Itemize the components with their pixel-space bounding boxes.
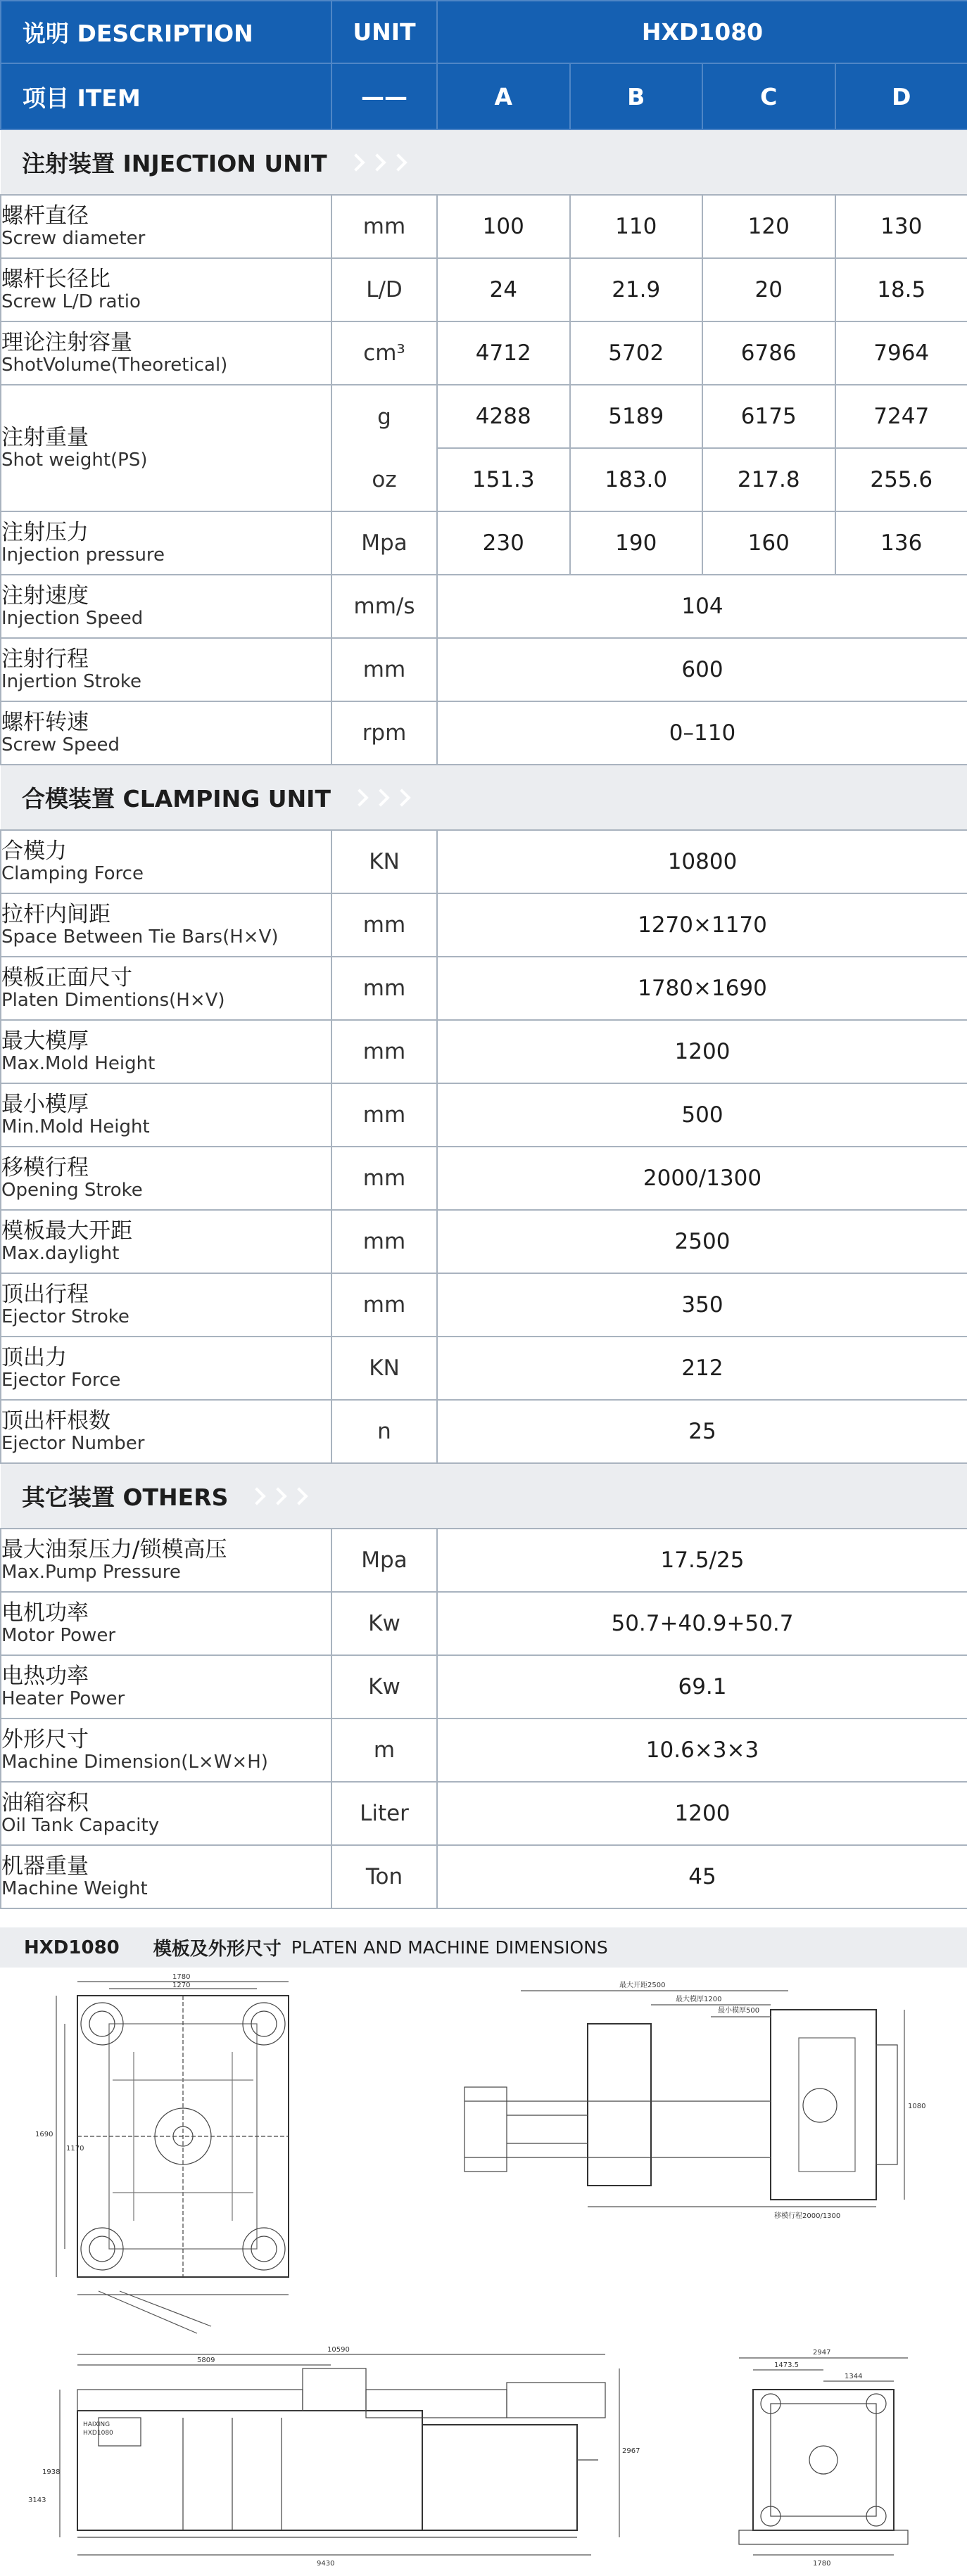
row-unit: mm [331,1273,437,1337]
value-all: 69.1 [437,1655,967,1719]
row-en: Ejector Stroke [1,1306,129,1327]
row-cn: 最小模厚 [1,1092,89,1117]
row-cn: 合模力 [1,839,67,864]
chevrons-icon [353,791,408,804]
platen-dim-label: 1690 [35,2131,53,2138]
row-cn: 机器重量 [1,1854,89,1879]
table-row [1,1273,967,1337]
table-row [1,1020,967,1083]
value-b: 21.9 [570,258,703,321]
row-cn: 最大油泵压力/锁模高压 [1,1537,227,1562]
machine-dim-label: 10590 [327,2346,350,2354]
row-en: Clamping Force [1,863,144,884]
header-item: 项目 ITEM [1,63,331,129]
row-cn: 顶出杆根数 [1,1408,110,1434]
value-c: 160 [702,511,835,575]
row-cn: 模板正面尺寸 [1,965,132,990]
machine-model-label: HXD1080 [83,2430,113,2437]
section-title: 注射装置 INJECTION UNIT [22,150,327,177]
table-row [1,1655,967,1719]
value-all: 1780×1690 [437,957,967,1020]
table-row [1,258,967,321]
machine-dim-label: 3143 [28,2497,46,2504]
table-row [1,957,967,1020]
row-en: Motor Power [1,1625,116,1646]
table-row [1,1210,967,1273]
header-description: 说明 DESCRIPTION [1,1,331,63]
value-all: 2500 [437,1210,967,1273]
row-unit: KN [331,1337,437,1400]
front-dim-label: 2947 [813,2349,831,2357]
table-row [1,1719,967,1782]
machine-front-view [739,2349,908,2568]
value-all: 350 [437,1273,967,1337]
row-unit: mm [331,893,437,957]
platen-dim-label: 1270 [172,1982,191,1989]
value-all: 0–110 [437,701,967,765]
row-cn: 移模行程 [1,1155,89,1180]
side-dim-label: 移模行程2000/1300 [774,2212,841,2220]
row-en: Screw L/D ratio [1,291,141,312]
machine-dim-label: 9430 [317,2560,335,2568]
row-cn: 顶出力 [1,1345,67,1370]
value-c: 6175 [702,385,835,448]
drawings-svg [0,1968,967,2572]
row-cn: 注射压力 [1,520,89,545]
row-en: Max.Pump Pressure [1,1562,181,1583]
table-header-row-2 [1,63,967,129]
row-unit: mm [331,957,437,1020]
row-cn: 理论注射容量 [1,330,132,355]
row-en: Screw diameter [1,228,146,249]
value-c: 120 [702,195,835,258]
platen-dim-label: 1780 [172,1973,191,1981]
row-unit: g [331,385,437,448]
platen-dim-label: 1170 [66,2145,84,2153]
table-row [1,385,967,448]
row-en: Injection pressure [1,544,165,566]
table-row [1,638,967,701]
row-unit: mm/s [331,575,437,638]
header-item-unit: —— [331,63,437,129]
value-all: 45 [437,1845,967,1908]
value-b: 183.0 [570,448,703,511]
section-clamping [1,765,967,830]
row-cn: 最大模厚 [1,1028,89,1054]
value-a: 4712 [437,321,570,385]
value-d: 130 [835,195,967,258]
value-b: 5189 [570,385,703,448]
row-unit: mm [331,1083,437,1147]
row-unit: oz [331,448,437,511]
value-all: 212 [437,1337,967,1400]
row-en: Injertion Stroke [1,671,141,692]
row-cn: 油箱容积 [1,1790,89,1816]
machine-dim-label: 2967 [622,2447,640,2455]
table-row [1,321,967,385]
section-others [1,1463,967,1529]
row-unit: L/D [331,258,437,321]
clamp-side-view [464,1980,925,2220]
value-all: 2000/1300 [437,1147,967,1210]
section-title: 其它装置 OTHERS [22,1484,229,1511]
value-c: 6786 [702,321,835,385]
row-en: Shot weight(PS) [1,449,148,471]
machine-brand-label: HAIXING [83,2421,110,2428]
chevrons-icon [350,156,405,169]
row-unit: Mpa [331,511,437,575]
table-row [1,1592,967,1655]
value-a: 24 [437,258,570,321]
row-unit: Mpa [331,1529,437,1592]
row-cn: 电机功率 [1,1600,89,1626]
row-en: Machine Weight [1,1878,148,1899]
header-col-a: A [437,63,570,129]
header-unit: UNIT [331,1,437,63]
value-d: 7247 [835,385,967,448]
machine-side-view [28,2346,640,2568]
table-row [1,893,967,957]
front-dim-label: 1780 [813,2560,831,2568]
value-d: 255.6 [835,448,967,511]
drawings-title-cn: 模板及外形尺寸 [153,1939,282,1960]
row-cn: 螺杆长径比 [1,267,110,292]
row-unit: mm [331,638,437,701]
row-unit: Liter [331,1782,437,1845]
value-b: 5702 [570,321,703,385]
value-all: 1200 [437,1782,967,1845]
row-en: Min.Mold Height [1,1116,150,1137]
side-dim-label: 1080 [908,2103,926,2110]
row-cn: 外形尺寸 [1,1727,89,1752]
header-model: HXD1080 [437,1,967,63]
drawings-title-en: PLATEN AND MACHINE DIMENSIONS [291,1937,608,1958]
row-en: Max.Mold Height [1,1053,156,1074]
value-all: 1270×1170 [437,893,967,957]
row-unit: Ton [331,1845,437,1908]
value-all: 600 [437,638,967,701]
drawings-model: HXD1080 [24,1937,120,1958]
row-unit: mm [331,1147,437,1210]
header-col-b: B [570,63,703,129]
table-row [1,195,967,258]
value-all: 10.6×3×3 [437,1719,967,1782]
table-row [1,575,967,638]
chevrons-icon [251,1490,305,1503]
section-title: 合模装置 CLAMPING UNIT [22,785,331,812]
row-cn: 注射速度 [1,583,89,608]
value-all: 500 [437,1083,967,1147]
value-a: 4288 [437,385,570,448]
table-header-row [1,1,967,63]
value-c: 217.8 [702,448,835,511]
row-en: Heater Power [1,1688,125,1709]
value-all: 10800 [437,830,967,893]
value-all: 104 [437,575,967,638]
front-dim-label: 1473.5 [774,2361,799,2369]
header-col-d: D [835,63,967,129]
value-all: 25 [437,1400,967,1463]
front-dim-label: 1344 [845,2373,863,2380]
value-a: 100 [437,195,570,258]
row-unit: cm³ [331,321,437,385]
side-dim-label: 最小模厚500 [718,2007,760,2015]
value-b: 190 [570,511,703,575]
platen-front-view [35,1973,289,2333]
row-cn: 螺杆直径 [1,203,89,229]
row-en: Platen Dimentions(H×V) [1,990,225,1011]
row-cn: 拉杆内间距 [1,902,110,927]
section-injection [1,129,967,195]
row-en: Opening Stroke [1,1180,143,1201]
value-all: 17.5/25 [437,1529,967,1592]
row-cn: 螺杆转速 [1,710,89,735]
dimension-drawings [0,1968,967,2572]
machine-dim-label: 5809 [197,2357,215,2364]
row-unit: rpm [331,701,437,765]
row-unit: mm [331,1020,437,1083]
machine-dim-label: 1938 [42,2468,61,2476]
row-cn: 顶出行程 [1,1282,89,1307]
table-row [1,511,967,575]
table-row [1,1529,967,1592]
row-en: ShotVolume(Theoretical) [1,355,228,376]
header-col-c: C [702,63,835,129]
row-cn: 注射重量 [1,425,89,450]
table-row [1,1147,967,1210]
row-unit: mm [331,1210,437,1273]
value-b: 110 [570,195,703,258]
drawings-title-band [0,1927,967,1968]
table-row [1,1782,967,1845]
row-cn: 电热功率 [1,1664,89,1689]
table-row [1,1083,967,1147]
value-a: 230 [437,511,570,575]
row-unit: Kw [331,1592,437,1655]
row-en: Ejector Force [1,1370,121,1391]
row-cn: 模板最大开距 [1,1218,132,1244]
value-all: 50.7+40.9+50.7 [437,1592,967,1655]
row-en: Space Between Tie Bars(H×V) [1,926,279,948]
value-d: 136 [835,511,967,575]
row-en: Oil Tank Capacity [1,1815,160,1836]
row-cn: 注射行程 [1,646,89,672]
value-d: 18.5 [835,258,967,321]
row-unit: m [331,1719,437,1782]
row-unit: mm [331,195,437,258]
table-row [1,830,967,893]
value-a: 151.3 [437,448,570,511]
side-dim-label: 最大开距2500 [619,1982,666,1989]
side-dim-label: 最大模厚1200 [676,1996,722,2003]
value-d: 7964 [835,321,967,385]
table-row [1,1845,967,1908]
row-en: Screw Speed [1,734,120,755]
table-row [1,1337,967,1400]
value-all: 1200 [437,1020,967,1083]
row-en: Machine Dimension(L×W×H) [1,1752,268,1773]
row-unit: KN [331,830,437,893]
table-row [1,1400,967,1463]
row-en: Injection Speed [1,608,144,629]
row-en: Ejector Number [1,1433,145,1454]
row-en: Max.daylight [1,1243,120,1264]
row-unit: n [331,1400,437,1463]
value-c: 20 [702,258,835,321]
row-unit: Kw [331,1655,437,1719]
table-row [1,701,967,765]
